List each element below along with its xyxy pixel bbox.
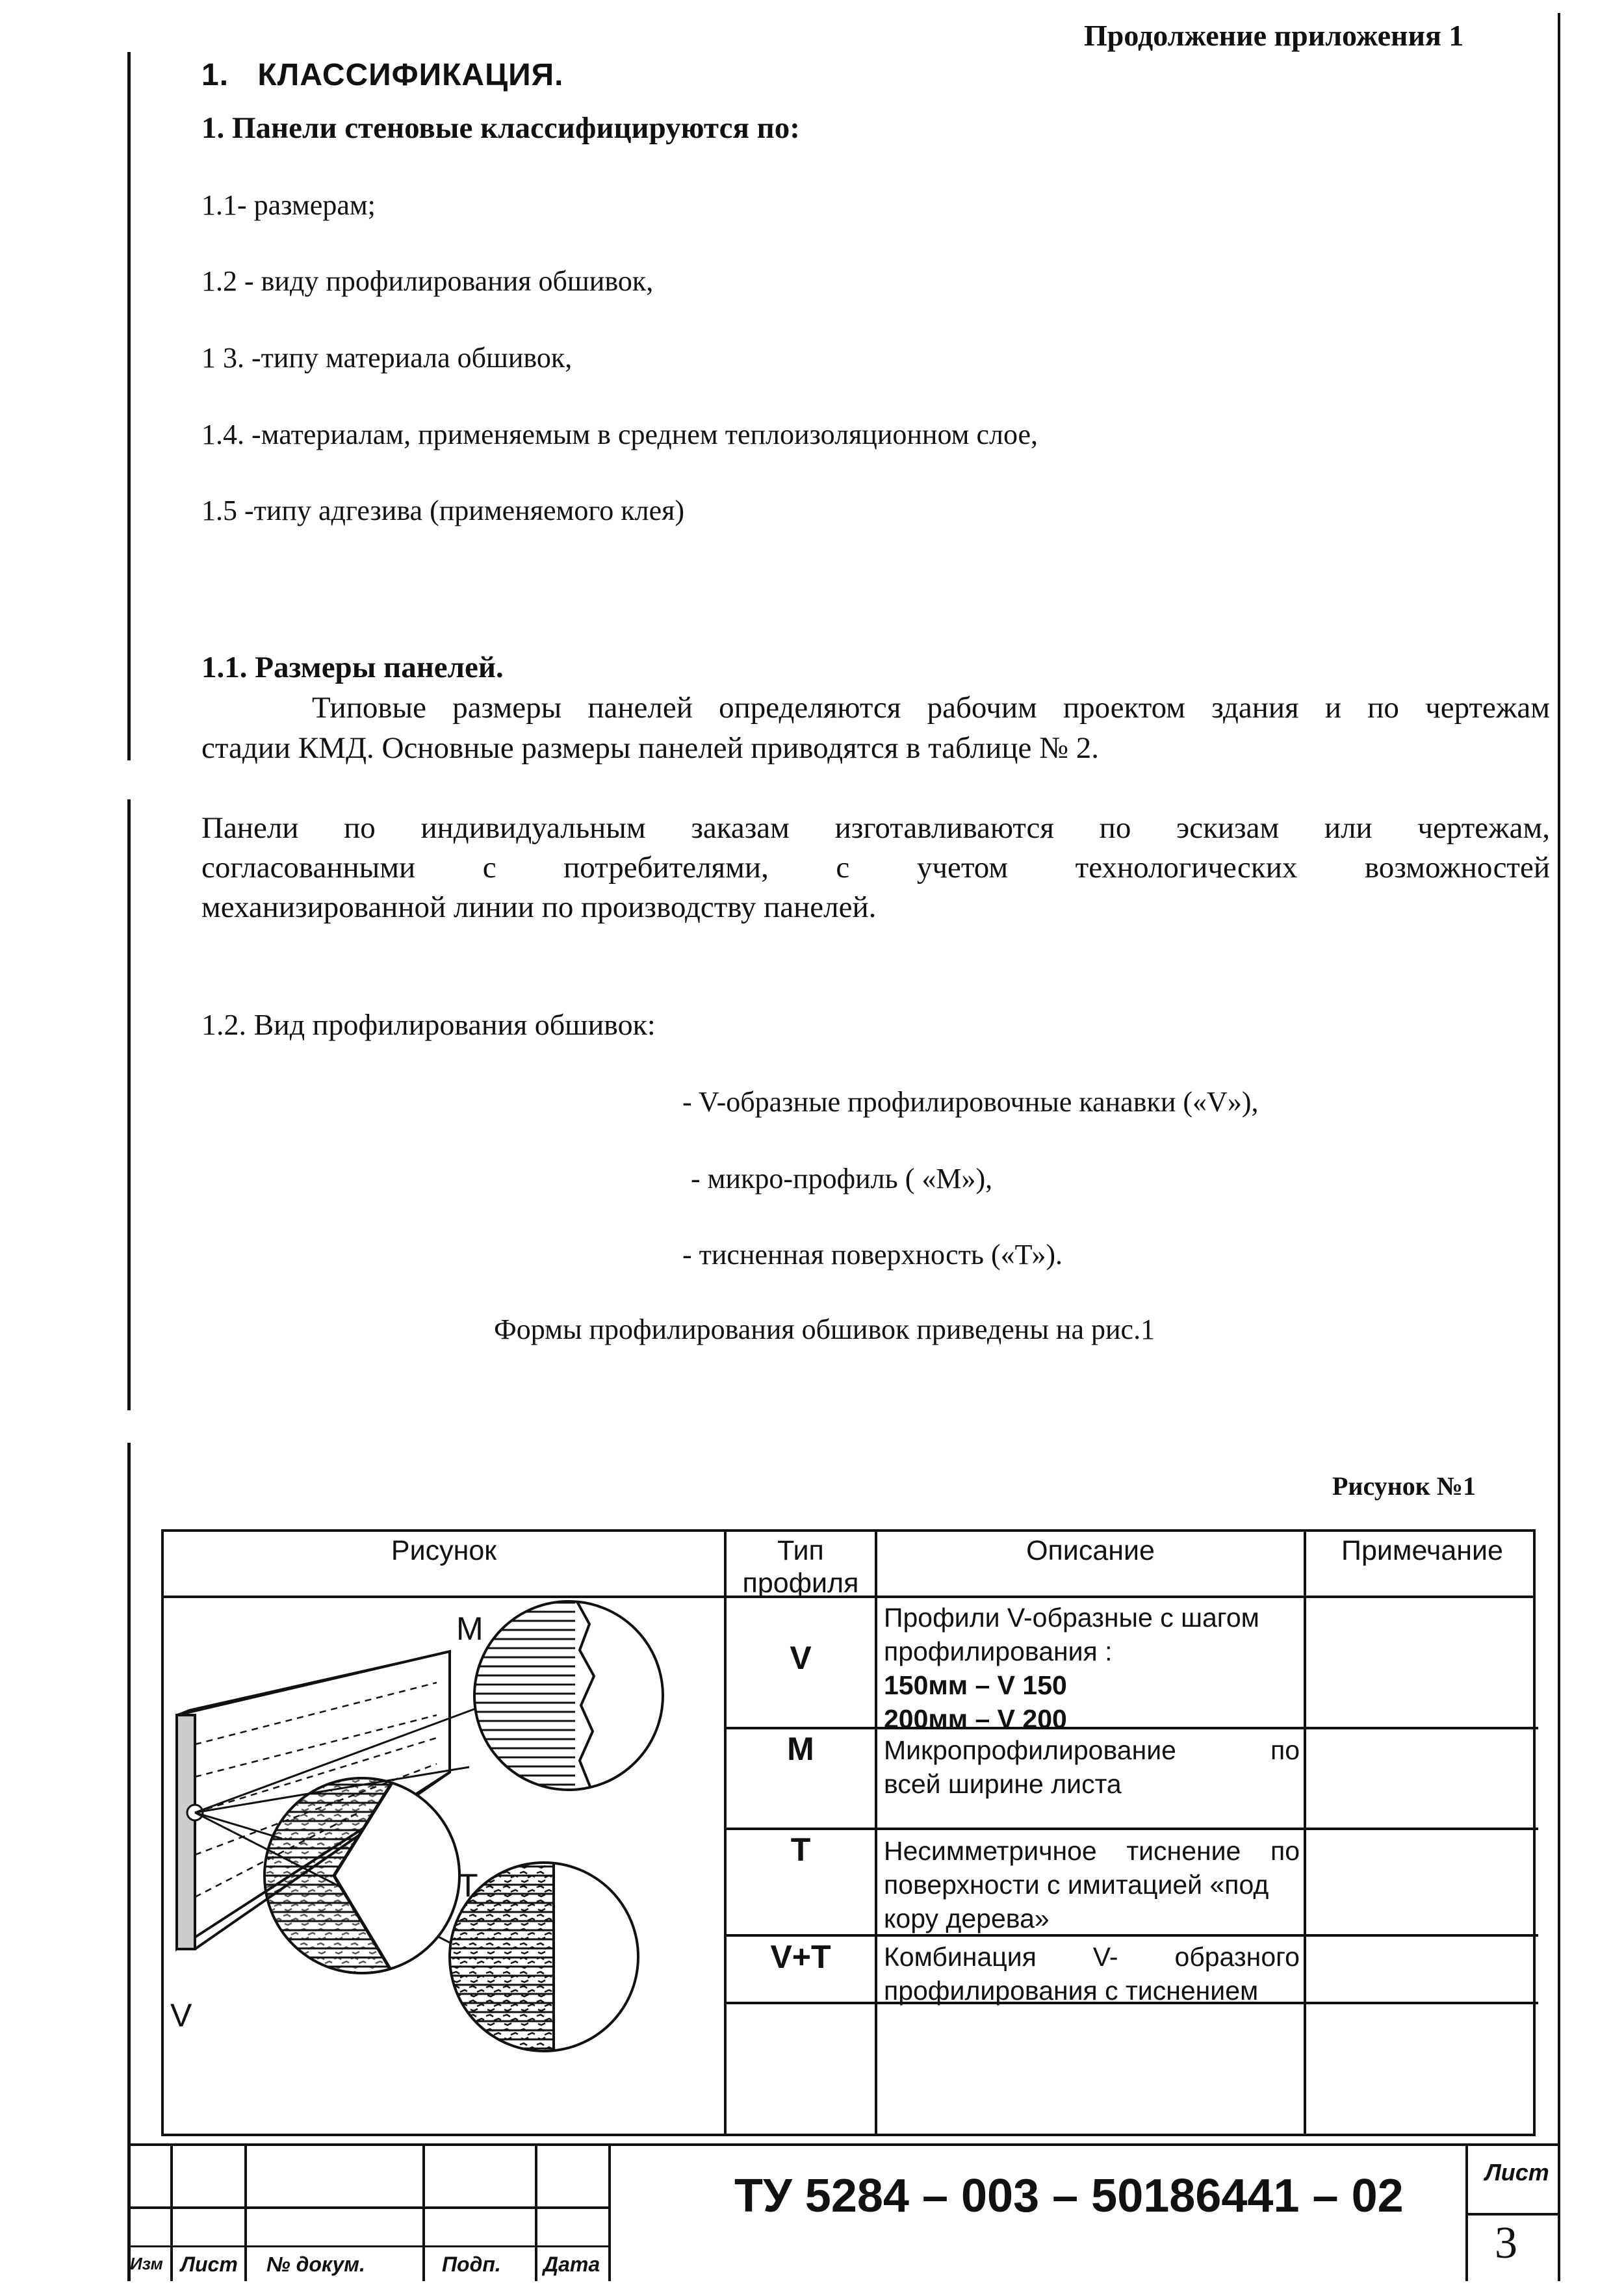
profile-type-item: - тисненная поверхность («Т»). xyxy=(682,1239,1063,1271)
profile-code: T xyxy=(790,1831,811,1868)
profile-description xyxy=(884,1940,1300,2008)
profile-code: V+T xyxy=(770,1939,831,1975)
sizes-heading: 1.1. Размеры панелей. xyxy=(201,651,504,684)
grid-line xyxy=(724,1828,1538,1830)
criterion-item: 1.4. -материалам, применяемым в среднем теплоизоляционном слое, xyxy=(201,419,1038,450)
figure-reference: Формы профилирования обшивок приведены на рис.1 xyxy=(494,1313,1155,1345)
stamp-col-line xyxy=(170,2143,173,2281)
description-line: Несимметричное тиснение по xyxy=(884,1836,1300,1866)
custom-order-line: Панели по индивидуальным заказам изготавливаются по эскизам или чертежам, xyxy=(201,811,1550,845)
stamp-label-change: Изм xyxy=(130,2254,163,2273)
sizes-paragraph-line: Типовые размеры панелей определяются рабочим проектом здания и по чертежам xyxy=(312,691,1550,725)
profile-type-item: - V-образные профилировочные канавки («V»), xyxy=(682,1086,1259,1118)
stamp-sheet-divider xyxy=(1465,2143,1468,2281)
drawing-label-v: V xyxy=(170,1997,192,2034)
profile-code: M xyxy=(787,1731,814,1767)
stamp-label-document: № докум. xyxy=(266,2253,365,2276)
continuation-header: Продолжение приложения 1 xyxy=(1084,19,1464,52)
profiling-heading: 1.2. Вид профилирования обшивок: xyxy=(201,1008,656,1041)
description-line: Комбинация V- образного xyxy=(884,1942,1300,1972)
figure-caption: Рисунок №1 xyxy=(1332,1471,1476,1501)
sheet-number: 3 xyxy=(1495,2218,1517,2268)
criterion-item: 1 3. -типу материала обшивок, xyxy=(201,342,573,374)
sizes-paragraph-line: стадии КМД. Основные размеры панелей приводятся в таблице № 2. xyxy=(201,731,1099,765)
column-header-profile-type: Тип профиля xyxy=(742,1535,859,1599)
description-line: Профили V-образные с шагом xyxy=(884,1603,1259,1633)
margin-line xyxy=(127,799,131,1410)
custom-order-line: согласованными с потребителями, с учетом технологических возможностей xyxy=(201,851,1550,885)
criterion-item: 1.2 - виду профилирования обшивок, xyxy=(201,265,654,297)
description-line: профилирования : xyxy=(884,1636,1113,1666)
right-margin-line xyxy=(1558,13,1560,2281)
grid-line xyxy=(875,1532,877,2134)
section-number: 1. xyxy=(201,58,229,92)
profile-type-item: - микро-профиль ( «М»), xyxy=(691,1163,993,1195)
profile-figure-table xyxy=(161,1529,1536,2136)
description-line: Микропрофилирование по xyxy=(884,1735,1300,1765)
stamp-col-line xyxy=(422,2143,425,2281)
sheet-label: Лист xyxy=(1485,2159,1549,2186)
stamp-label-sheet: Лист xyxy=(181,2253,238,2276)
description-line-bold: 150мм – V 150 xyxy=(884,1670,1067,1700)
panel-profile-drawing xyxy=(164,1598,724,2136)
document-code: ТУ 5284 – 003 – 50186441 – 02 xyxy=(734,2170,1404,2222)
profile-description xyxy=(884,1834,1300,1935)
criterion-item: 1.5 -типу адгезива (применяемого клея) xyxy=(201,495,685,526)
stamp-col-line xyxy=(608,2143,611,2281)
description-line-bold: 200мм – V 200 xyxy=(884,1704,1067,1734)
column-header-note: Примечание xyxy=(1341,1535,1503,1566)
stamp-top-line xyxy=(127,2143,1560,2146)
profile-code: V xyxy=(790,1640,812,1676)
stamp-sheet-line xyxy=(1465,2213,1560,2216)
stamp-label-signature: Подп. xyxy=(442,2253,501,2276)
drawing-label-m: M xyxy=(456,1610,483,1647)
criterion-item: 1.1- размерам; xyxy=(201,189,376,221)
description-line: профилирования с тиснением xyxy=(884,1976,1259,2006)
description-line: кору дерева» xyxy=(884,1904,1050,1933)
stamp-col-line xyxy=(535,2143,537,2281)
drawing-label-t: T xyxy=(458,1867,478,1904)
margin-line xyxy=(127,1443,131,2281)
grid-line xyxy=(1304,1532,1306,2134)
stamp-col-line xyxy=(244,2143,247,2281)
column-header-drawing: Рисунок xyxy=(391,1535,497,1566)
detail-circle-m xyxy=(469,1598,663,1793)
description-line: всей ширине листа xyxy=(884,1769,1122,1799)
section-title: КЛАССИФИКАЦИЯ. xyxy=(257,58,564,92)
margin-line xyxy=(127,52,131,760)
section-heading xyxy=(201,57,563,93)
description-line: поверхности с имитацией «под xyxy=(884,1870,1269,1900)
stamp-label-date: Дата xyxy=(543,2253,600,2276)
profile-description xyxy=(884,1601,1300,1736)
custom-order-line: механизированной линии по производству панелей. xyxy=(201,890,877,924)
classification-intro: 1. Панели стеновые классифицируются по: xyxy=(201,111,800,145)
profile-description xyxy=(884,1733,1300,1801)
column-header-description: Описание xyxy=(1026,1535,1155,1566)
